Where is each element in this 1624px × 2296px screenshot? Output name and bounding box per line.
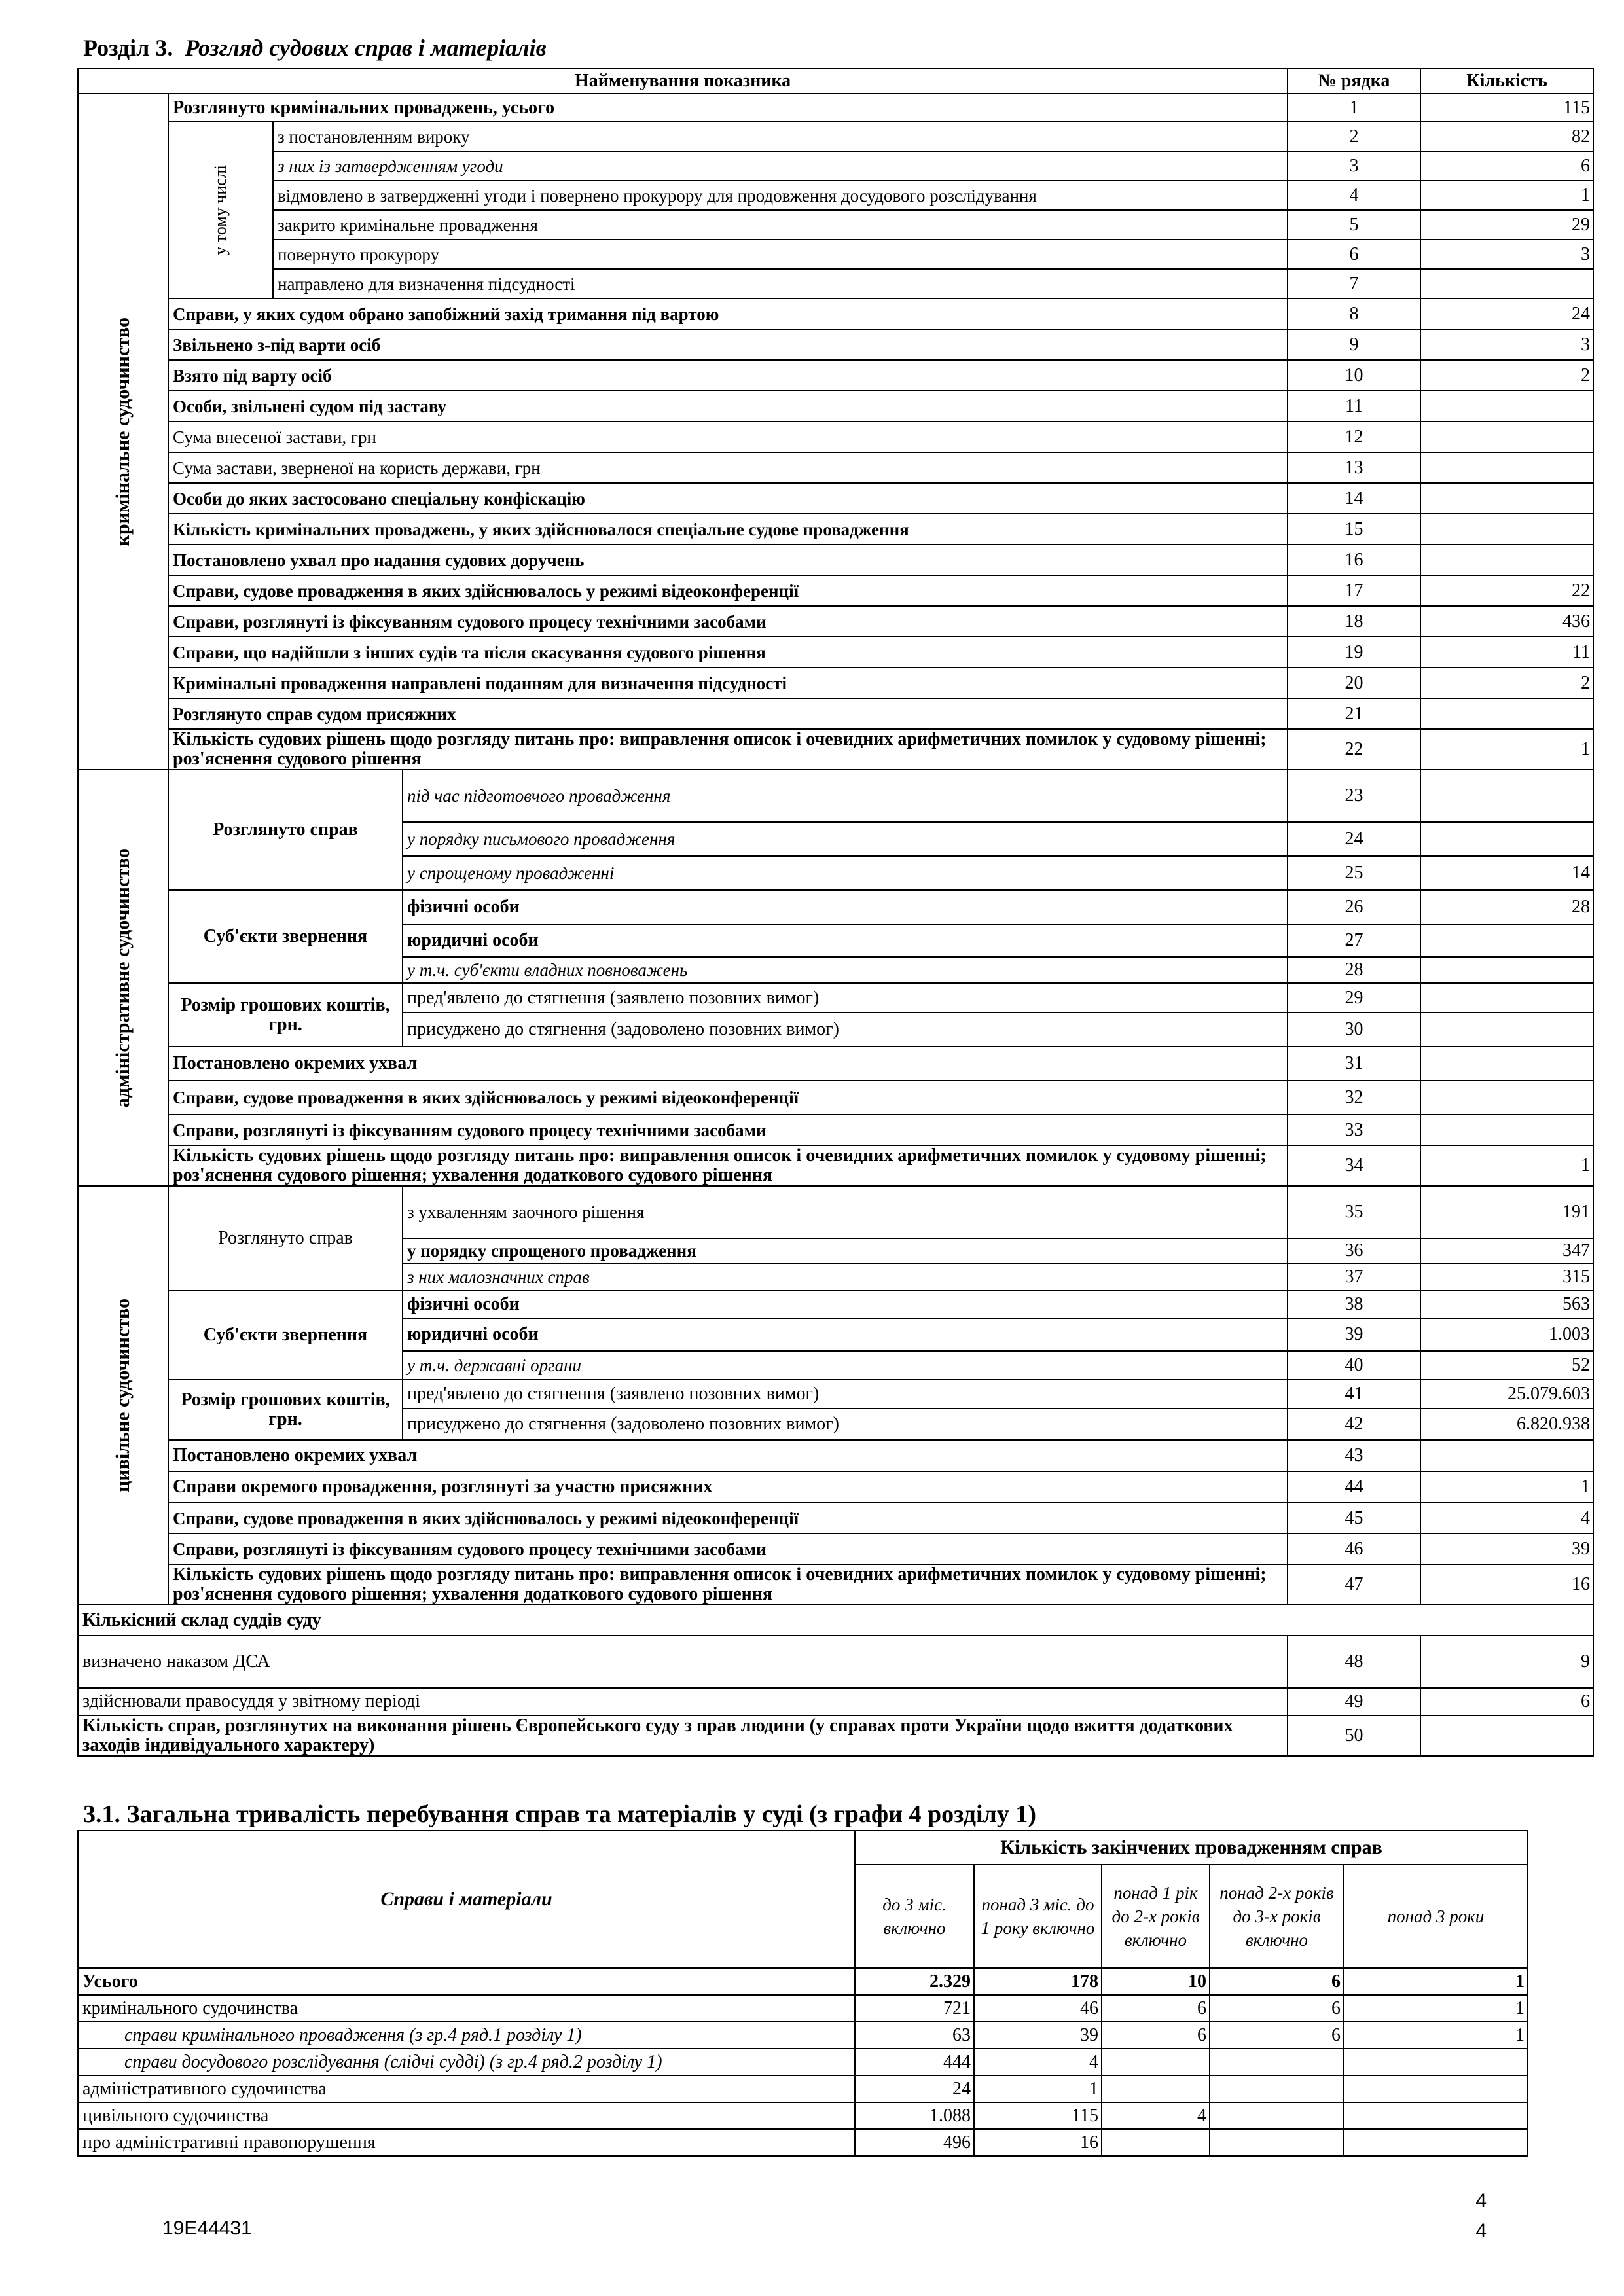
row-label: Розглянуто справ судом присяжних <box>168 698 1288 729</box>
group-criminal <box>78 94 168 770</box>
duration-value <box>1344 2102 1528 2129</box>
row-label: Справи, судове провадження в яких здійснювалось у режимі відеоконференції <box>168 1081 1288 1115</box>
row-label: Особи до яких застосовано спеціальну конфіскацію <box>168 483 1288 514</box>
row-label: Кількість кримінальних проваджень, у яких здійснювалося спеціальне судове провадження <box>168 514 1288 545</box>
row-value: 9 <box>1420 1636 1593 1688</box>
row-number: 23 <box>1288 770 1420 822</box>
row-value: 6 <box>1420 151 1593 181</box>
row-label: Постановлено окремих ухвал <box>168 1440 1288 1471</box>
row-label: Кількість судових рішень щодо розгляду питань про: виправлення описок і очевидних арифметичних помилок у судовому рішенні; роз'яснення судового рішення; ухвалення додаткового судового рішення <box>168 1564 1288 1605</box>
row-value <box>1420 822 1593 856</box>
duration-value <box>1344 2075 1528 2102</box>
row-value <box>1420 1715 1593 1756</box>
duration-value: 1 <box>1344 1995 1528 2022</box>
row-label: Звільнено з-під варти осіб <box>168 329 1288 360</box>
row-number: 37 <box>1288 1263 1420 1291</box>
section-3-1-title: 3.1. Загальна тривалість перебування справ та матеріалів у суді (з графи 4 розділу 1) <box>83 1801 1037 1828</box>
row-value: 11 <box>1420 637 1593 668</box>
row-value: 2 <box>1420 360 1593 391</box>
row-value: 1 <box>1420 181 1593 210</box>
row-value <box>1420 1013 1593 1047</box>
judges-header: Кількісний склад суддів суду <box>78 1605 1593 1636</box>
row-label: Справи, що надійшли з інших судів та після скасування судового рішення <box>168 637 1288 668</box>
row-number: 3 <box>1288 151 1420 181</box>
row-label: у т.ч. державні органи <box>403 1351 1288 1380</box>
row-number: 10 <box>1288 360 1420 391</box>
row-number: 44 <box>1288 1471 1420 1503</box>
row-value: 347 <box>1420 1238 1593 1263</box>
row-label: юридичні особи <box>403 924 1288 957</box>
row-number: 2 <box>1288 122 1420 151</box>
admin-subjects: Суб'єкти звернення <box>168 890 403 983</box>
row-value: 1 <box>1420 729 1593 770</box>
row-number: 40 <box>1288 1351 1420 1380</box>
row-value: 436 <box>1420 606 1593 637</box>
section-3-heading: Розгляд судових справ і матеріалів <box>185 35 547 61</box>
admin-money: Розмір грошових коштів, грн. <box>168 983 403 1047</box>
group-admin-label: адміністративне судочинство <box>112 848 134 1108</box>
duration-row-label: про адміністративні правопорушення <box>78 2129 855 2156</box>
row-value: 1 <box>1420 1145 1593 1186</box>
row-number: 12 <box>1288 422 1420 452</box>
row-number: 46 <box>1288 1534 1420 1564</box>
row-value <box>1420 452 1593 483</box>
row-number: 28 <box>1288 957 1420 983</box>
duration-row-label: цивільного судочинства <box>78 2102 855 2129</box>
row-number: 35 <box>1288 1186 1420 1238</box>
row-number: 13 <box>1288 452 1420 483</box>
row-value <box>1420 483 1593 514</box>
row-label: Справи, розглянуті із фіксуванням судового процесу технічними засобами <box>168 1115 1288 1145</box>
duration-row-label: кримінального судочинства <box>78 1995 855 2022</box>
row-label: фізичні особи <box>403 890 1288 924</box>
row-number: 5 <box>1288 210 1420 240</box>
row-label: Справи, розглянуті із фіксуванням судового процесу технічними засобами <box>168 606 1288 637</box>
row-value <box>1420 545 1593 575</box>
row-value: 115 <box>1420 94 1593 122</box>
row-label: закрито кримінальне провадження <box>273 210 1288 240</box>
row-number: 24 <box>1288 822 1420 856</box>
duration-value <box>1344 2129 1528 2156</box>
incl-text: у тому числі <box>211 165 230 255</box>
row-number: 17 <box>1288 575 1420 606</box>
row-number: 22 <box>1288 729 1420 770</box>
header-quantity: Кількість <box>1420 69 1593 94</box>
row-label: з постановленням вироку <box>273 122 1288 151</box>
form-code: 19E44431 <box>162 2217 252 2239</box>
row-label: під час підготовчого провадження <box>403 770 1288 822</box>
section-3-table <box>77 68 1594 1757</box>
duration-row-label: Усього <box>78 1968 855 1995</box>
row-number: 29 <box>1288 983 1420 1013</box>
duration-value <box>1102 2075 1210 2102</box>
header-row-number: № рядка <box>1288 69 1420 94</box>
row-value: 25.079.603 <box>1420 1380 1593 1408</box>
group-admin <box>78 770 168 1186</box>
row-value: 16 <box>1420 1564 1593 1605</box>
row-label: Кримінальні провадження направлені поданням для визначення підсудності <box>168 668 1288 698</box>
col-group-completed: Кількість закінчених провадженням справ <box>855 1831 1528 1865</box>
row-number: 25 <box>1288 856 1420 890</box>
row-label: у спрощеному провадженні <box>403 856 1288 890</box>
row-number: 43 <box>1288 1440 1420 1471</box>
row-value <box>1420 957 1593 983</box>
row-label: Справи, судове провадження в яких здійснювалось у режимі відеоконференції <box>168 575 1288 606</box>
col-duration-4: понад 3 роки <box>1344 1865 1528 1968</box>
row-label: здійснювали правосуддя у звітному періоді <box>78 1688 1288 1715</box>
row-value <box>1420 422 1593 452</box>
row-label: повернуто прокурору <box>273 240 1288 269</box>
row-number: 8 <box>1288 298 1420 329</box>
row-number: 4 <box>1288 181 1420 210</box>
row-value: 14 <box>1420 856 1593 890</box>
row-value: 39 <box>1420 1534 1593 1564</box>
row-label: визначено наказом ДСА <box>78 1636 1288 1688</box>
duration-row-label: адміністративного судочинства <box>78 2075 855 2102</box>
row-label: Справи, судове провадження в яких здійснювалось у режимі відеоконференції <box>168 1503 1288 1534</box>
duration-value: 16 <box>974 2129 1102 2156</box>
row-label: юридичні особи <box>403 1318 1288 1351</box>
row-value: 315 <box>1420 1263 1593 1291</box>
row-label: Кількість судових рішень щодо розгляду питань про: виправлення описок і очевидних арифметичних помилок у судовому рішенні; роз'яснення судового рішення <box>168 729 1288 770</box>
header-name: Найменування показника <box>78 69 1288 94</box>
row-number: 30 <box>1288 1013 1420 1047</box>
row-label: присуджено до стягнення (задоволено позовних вимог) <box>403 1408 1288 1440</box>
row-number: 47 <box>1288 1564 1420 1605</box>
row-value: 24 <box>1420 298 1593 329</box>
duration-value <box>1102 2129 1210 2156</box>
row-number: 9 <box>1288 329 1420 360</box>
row-number: 19 <box>1288 637 1420 668</box>
row-value <box>1420 924 1593 957</box>
duration-value: 1.088 <box>855 2102 974 2129</box>
row-value: 82 <box>1420 122 1593 151</box>
admin-considered: Розглянуто справ <box>168 770 403 890</box>
duration-value: 115 <box>974 2102 1102 2129</box>
group-criminal-label: кримінальне судочинство <box>112 317 134 547</box>
row-number: 14 <box>1288 483 1420 514</box>
col-duration-2: понад 1 рік до 2-х років включно <box>1102 1865 1210 1968</box>
row-value: 2 <box>1420 668 1593 698</box>
row-label: фізичні особи <box>403 1291 1288 1318</box>
page-number-b: 4 <box>1475 2220 1487 2242</box>
row-number: 42 <box>1288 1408 1420 1440</box>
row-number: 32 <box>1288 1081 1420 1115</box>
row-label: присуджено до стягнення (задоволено позовних вимог) <box>403 1013 1288 1047</box>
row-label: пред'явлено до стягнення (заявлено позовних вимог) <box>403 983 1288 1013</box>
duration-value: 2.329 <box>855 1968 974 1995</box>
col-duration-1: понад 3 міс. до 1 року включно <box>974 1865 1102 1968</box>
row-value <box>1420 1115 1593 1145</box>
row-value: 52 <box>1420 1351 1593 1380</box>
row-label: у порядку письмового провадження <box>403 822 1288 856</box>
row-label: Сума внесеної застави, грн <box>168 422 1288 452</box>
row-number: 15 <box>1288 514 1420 545</box>
duration-value <box>1210 2129 1344 2156</box>
group-civil <box>78 1186 168 1605</box>
row-value <box>1420 983 1593 1013</box>
row-number: 16 <box>1288 545 1420 575</box>
row-number: 6 <box>1288 240 1420 269</box>
duration-row-label: справи досудового розслідування (слідчі судді) (з гр.4 ряд.2 розділу 1) <box>78 2049 855 2075</box>
row-value: 28 <box>1420 890 1593 924</box>
civil-considered: Розглянуто справ <box>168 1186 403 1291</box>
duration-value: 10 <box>1102 1968 1210 1995</box>
row-label: Взято під варту осіб <box>168 360 1288 391</box>
civil-subjects: Суб'єкти звернення <box>168 1291 403 1380</box>
col-cases-materials: Справи і матеріали <box>78 1831 855 1968</box>
row-value: 29 <box>1420 210 1593 240</box>
row-number: 31 <box>1288 1047 1420 1081</box>
row-number: 21 <box>1288 698 1420 729</box>
duration-value: 178 <box>974 1968 1102 1995</box>
row-number: 38 <box>1288 1291 1420 1318</box>
row-label: пред'явлено до стягнення (заявлено позовних вимог) <box>403 1380 1288 1408</box>
duration-value: 496 <box>855 2129 974 2156</box>
duration-value: 1 <box>1344 2022 1528 2049</box>
duration-value: 4 <box>1102 2102 1210 2129</box>
row-label: з ухваленням заочного рішення <box>403 1186 1288 1238</box>
duration-value: 6 <box>1210 1968 1344 1995</box>
row-number: 7 <box>1288 269 1420 298</box>
duration-value: 1 <box>1344 1968 1528 1995</box>
row-label: Розглянуто кримінальних проваджень, усього <box>168 94 1288 122</box>
duration-value <box>1210 2075 1344 2102</box>
row-number: 41 <box>1288 1380 1420 1408</box>
row-value: 4 <box>1420 1503 1593 1534</box>
row-number: 26 <box>1288 890 1420 924</box>
row-value <box>1420 1440 1593 1471</box>
row-number: 50 <box>1288 1715 1420 1756</box>
row-value <box>1420 1047 1593 1081</box>
row-number: 48 <box>1288 1636 1420 1688</box>
row-number: 20 <box>1288 668 1420 698</box>
row-value: 6.820.938 <box>1420 1408 1593 1440</box>
col-duration-3: понад 2-х років до 3-х років включно <box>1210 1865 1344 1968</box>
row-value <box>1420 1081 1593 1115</box>
duration-value: 6 <box>1210 2022 1344 2049</box>
row-label: у т.ч. суб'єкти владних повноважень <box>403 957 1288 983</box>
duration-value <box>1210 2102 1344 2129</box>
incl-label <box>168 122 273 298</box>
duration-value: 444 <box>855 2049 974 2075</box>
row-value: 563 <box>1420 1291 1593 1318</box>
row-number: 36 <box>1288 1238 1420 1263</box>
row-label: Постановлено окремих ухвал <box>168 1047 1288 1081</box>
civil-money: Розмір грошових коштів, грн. <box>168 1380 403 1440</box>
row-value <box>1420 698 1593 729</box>
section-3-number: Розділ 3. <box>83 35 173 61</box>
duration-value: 39 <box>974 2022 1102 2049</box>
group-civil-label: цивільне судочинство <box>112 1299 134 1492</box>
row-label: відмовлено в затвердженні угоди і повернено прокурору для продовження досудового розслідування <box>273 181 1288 210</box>
section-3-1-table <box>77 1830 1528 2157</box>
row-label: Справи, у яких судом обрано запобіжний захід тримання під вартою <box>168 298 1288 329</box>
row-value: 3 <box>1420 329 1593 360</box>
row-value: 6 <box>1420 1688 1593 1715</box>
row-number: 18 <box>1288 606 1420 637</box>
duration-value: 1 <box>974 2075 1102 2102</box>
row-label: Справи окремого провадження, розглянуті за участю присяжних <box>168 1471 1288 1503</box>
row-value: 3 <box>1420 240 1593 269</box>
duration-value: 4 <box>974 2049 1102 2075</box>
row-label: у порядку спрощеного провадження <box>403 1238 1288 1263</box>
row-label: Особи, звільнені судом під заставу <box>168 391 1288 422</box>
duration-value: 6 <box>1102 1995 1210 2022</box>
row-value: 1.003 <box>1420 1318 1593 1351</box>
row-label: з них малозначних справ <box>403 1263 1288 1291</box>
row-value <box>1420 514 1593 545</box>
row-label: з них із затвердженням угоди <box>273 151 1288 181</box>
row-value: 22 <box>1420 575 1593 606</box>
duration-value <box>1344 2049 1528 2075</box>
row-label: Справи, розглянуті із фіксуванням судового процесу технічними засобами <box>168 1534 1288 1564</box>
duration-value: 46 <box>974 1995 1102 2022</box>
row-value <box>1420 391 1593 422</box>
duration-value <box>1210 2049 1344 2075</box>
row-number: 11 <box>1288 391 1420 422</box>
row-number: 33 <box>1288 1115 1420 1145</box>
page-number-a: 4 <box>1475 2190 1487 2212</box>
row-number: 27 <box>1288 924 1420 957</box>
row-number: 1 <box>1288 94 1420 122</box>
duration-value: 6 <box>1102 2022 1210 2049</box>
row-number: 34 <box>1288 1145 1420 1186</box>
duration-row-label: справи кримінального провадження (з гр.4 ряд.1 розділу 1) <box>78 2022 855 2049</box>
row-label: Постановлено ухвал про надання судових доручень <box>168 545 1288 575</box>
row-number: 39 <box>1288 1318 1420 1351</box>
row-label: Сума застави, зверненої на користь держави, грн <box>168 452 1288 483</box>
duration-value <box>1102 2049 1210 2075</box>
duration-value: 6 <box>1210 1995 1344 2022</box>
row-value <box>1420 269 1593 298</box>
col-duration-0: до 3 міс. включно <box>855 1865 974 1968</box>
duration-value: 63 <box>855 2022 974 2049</box>
row-label: Кількість судових рішень щодо розгляду питань про: виправлення описок і очевидних арифметичних помилок у судовому рішенні; роз'яснення судового рішення; ухвалення додаткового судового рішення <box>168 1145 1288 1186</box>
row-value <box>1420 770 1593 822</box>
row-label: Кількість справ, розглянутих на виконання рішень Європейського суду з прав людини (у справах проти України щодо вжиття додаткових заходів індивідуального характеру) <box>78 1715 1288 1756</box>
row-value: 191 <box>1420 1186 1593 1238</box>
row-number: 45 <box>1288 1503 1420 1534</box>
duration-value: 24 <box>855 2075 974 2102</box>
row-number: 49 <box>1288 1688 1420 1715</box>
row-label: направлено для визначення підсудності <box>273 269 1288 298</box>
section-3-title <box>83 34 547 62</box>
row-value: 1 <box>1420 1471 1593 1503</box>
duration-value: 721 <box>855 1995 974 2022</box>
